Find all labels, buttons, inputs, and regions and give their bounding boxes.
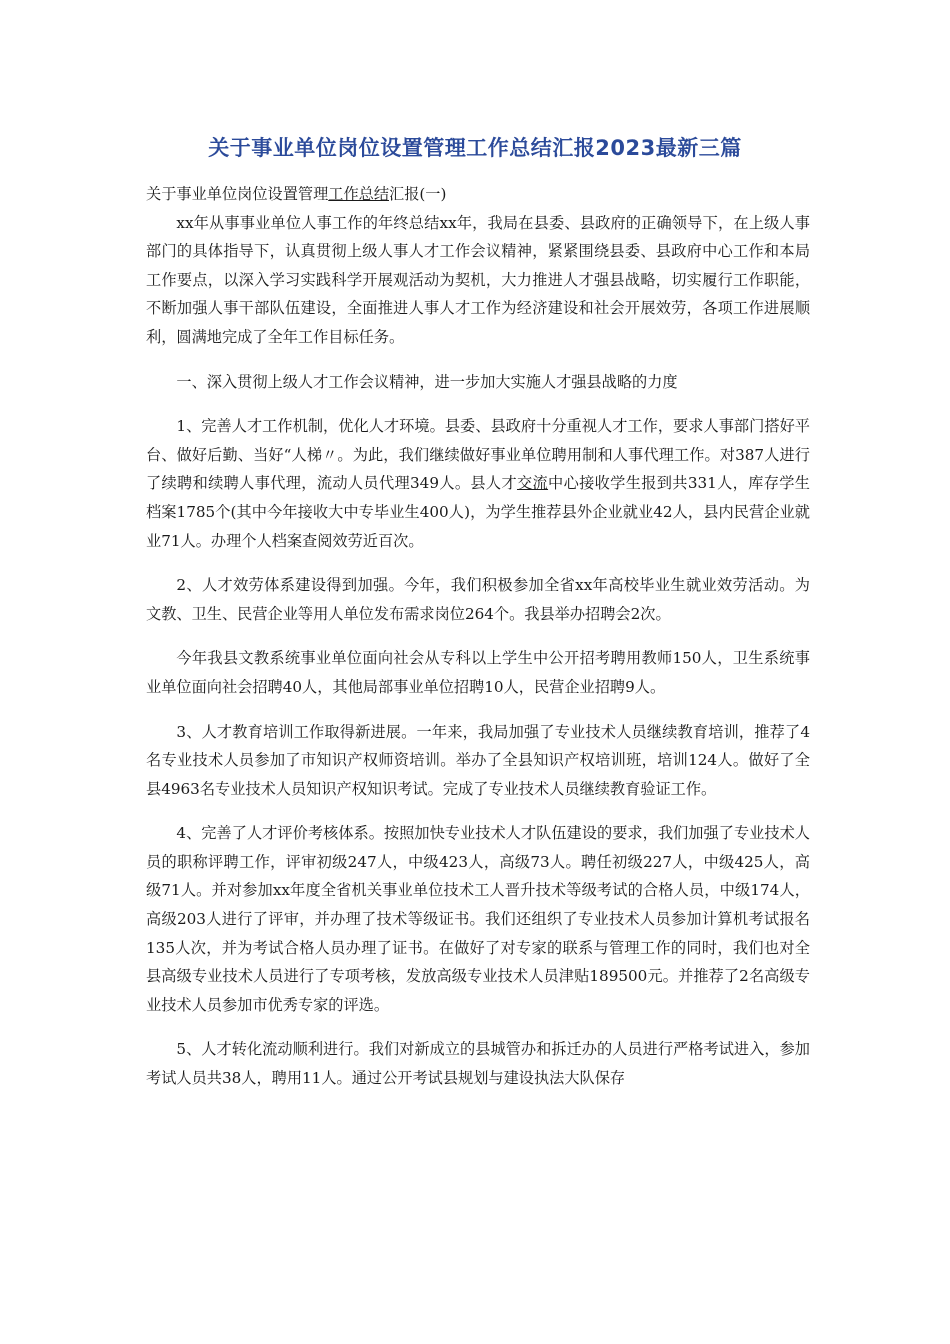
paragraph-item-2: 2、人才效劳体系建设得到加强。今年，我们积极参加全省xx年高校毕业生就业效劳活动。为文教、卫生、民营企业等用人单位发布需求岗位264个。我县举办招聘会2次。 [146, 576, 810, 623]
subtitle-prefix: 关于事业单位岗位设置管理 [146, 185, 329, 203]
subtitle-link[interactable]: 工作总结 [328, 185, 389, 203]
paragraph-item-3: 3、人才教育培训工作取得新进展。一年来，我局加强了专业技术人员继续教育培训，推荐了4名专业技术人员参加了市知识产权师资培训。举办了全县知识产权培训班，培训124人。做好了全县4963名专业技术人员知识产权知识考试。完成了专业技术人员继续教育验证工作。 [146, 722, 810, 798]
paragraph-item-5: 5、人才转化流动顺利进行。我们对新成立的县城管办和拆迁办的人员进行严格考试进入，参加考试人员共38人，聘用11人。通过公开考试县规划与建设执法大队保存 [146, 1040, 810, 1088]
item-1-part2: 中心接收学生报到共331人，库存学生档案1785个(其中今年接收大中专毕业生400人)，为学生推荐县外企业就业42人，县内民营企业就业71人。办理个人档案查阅效劳近百次。 [146, 474, 810, 550]
paragraph-item-4: 4、完善了人才评价考核体系。按照加快专业技术人才队伍建设的要求，我们加强了专业技术人员的职称评聘工作，评审初级247人，中级423人，高级73人。聘任初级227人，中级425人，高级71人。并对参加xx年度全省机关事业单位技术工人晋升技术等级考试的合格人员，中级174人，高级203人进行了评审，并办理了技术等级证书。我们还组织了专业技术人员参加计算机考试报名135人次，并为考试合格人员办理了证书。在做好了对专家的联系与管理工作的同时，我们也对全县高级专业技术人员进行了专项考核，发放高级专业技术人员津贴189500元。并推荐了2名高级专业技术人员参加市优秀专家的评选。 [146, 824, 810, 1014]
paragraph-intro: xx年从事事业单位人事工作的年终总结xx年，我局在县委、县政府的正确领导下，在上级人事部门的具体指导下，认真贯彻上级人事人才工作会议精神，紧紧围绕县委、县政府中心工作和本局工作要点，以深入学习实践科学开展观活动为契机，大力推进人才强县战略，切实履行工作职能，不断加强人事干部队伍建设，全面推进人事人才工作为经济建设和社会开展效劳，各项工作进展顺利，圆满地完成了全年工作目标任务。 [146, 213, 810, 346]
paragraph-recruitment: 今年我县文教系统事业单位面向社会从专科以上学生中公开招考聘用教师150人，卫生系统事业单位面向社会招聘40人，其他局部事业单位招聘10人，民营企业招聘9人。 [146, 649, 810, 696]
item-1-link[interactable]: 交流 [516, 474, 549, 493]
subtitle-suffix: 汇报(一) [389, 185, 447, 203]
section-subtitle [146, 180, 810, 209]
document-title: 关于事业单位岗位设置管理工作总结汇报2023最新三篇 [208, 136, 742, 160]
section-heading-1: 一、深入贯彻上级人才工作会议精神，进一步加大实施人才强县战略的力度 [176, 372, 678, 391]
document-body [146, 180, 810, 1109]
paragraph-item-1 [146, 412, 810, 555]
item-1-part1: 1、完善人才工作机制，优化人才环境。县委、县政府十分重视人才工作，要求人事部门搭好平台、做好后勤、当好“人梯〃。为此，我们继续做好事业单位聘用制和人事代理工作。对387人进行了续聘和续聘人事代理，流动人员代理349人。县人才 [146, 417, 810, 493]
